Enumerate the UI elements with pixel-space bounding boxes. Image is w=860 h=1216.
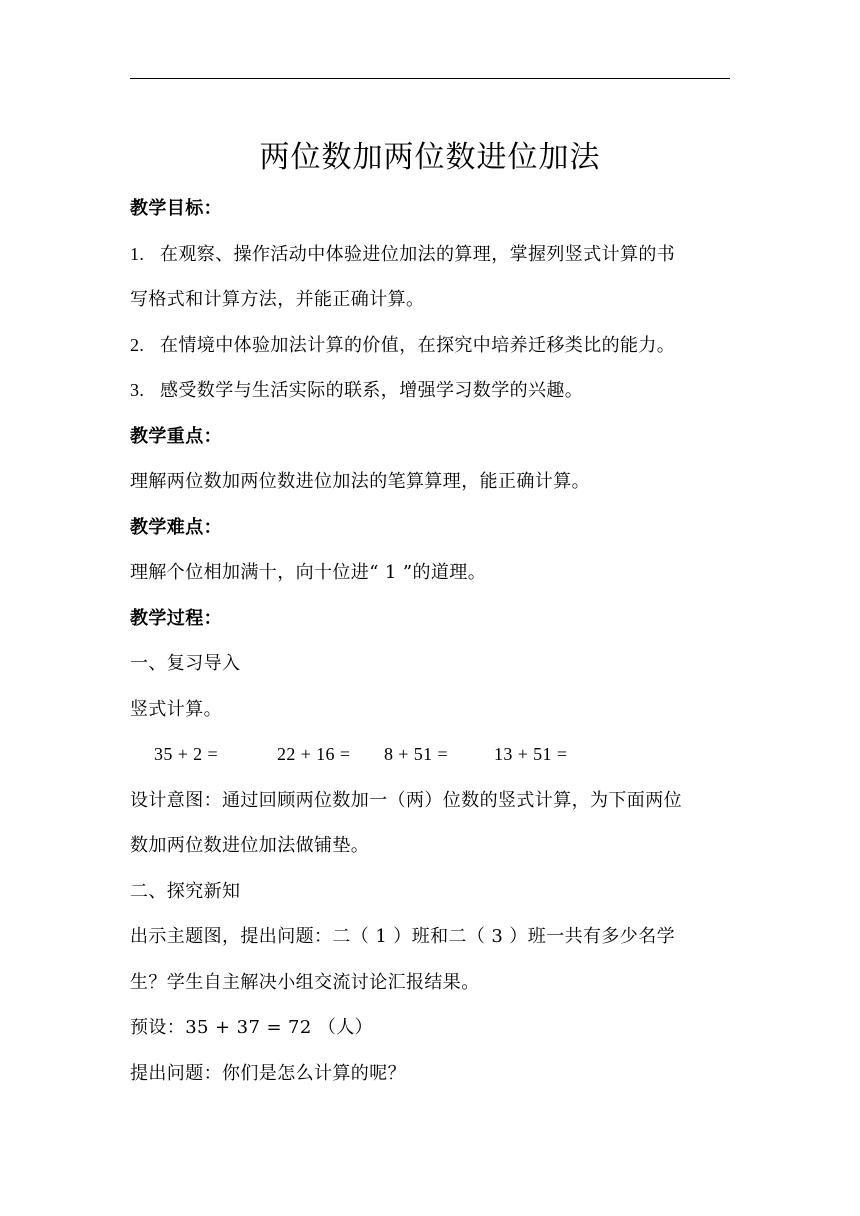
goal-text: 在观察、操作活动中体验进位加法的算理，掌握列竖式计算的书 [160, 243, 676, 265]
section-2-title: 二、探究新知 [130, 880, 241, 902]
process-heading: 教学过程： [130, 607, 222, 629]
difficulty-text: 理解个位相加满十，向十位进“ 1 ”的道理。 [130, 562, 487, 583]
goal-item-2 [130, 323, 732, 369]
goal-number: 1. [130, 243, 145, 264]
goal-number: 2. [130, 334, 145, 355]
equation-row [130, 732, 732, 778]
goal-item-1-continuation: 写格式和计算方法，并能正确计算。 [130, 289, 425, 310]
followup-question: 提出问题：你们是怎么计算的呢？ [130, 1062, 406, 1084]
goals-heading: 教学目标： [130, 198, 222, 219]
goal-text: 感受数学与生活实际的联系，增强学习数学的兴趣。 [160, 380, 584, 401]
section-2-question: 出示主题图，提出问题：二（ 1 ）班和二（ 3 ）班一共有多少名学 [130, 926, 675, 947]
section-1-instruction: 竖式计算。 [130, 698, 222, 720]
goal-item-1 [130, 232, 732, 278]
equation: 22 + 16 = [277, 744, 351, 764]
design-intent: 设计意图：通过回顾两位数加一（两）位数的竖式计算，为下面两位 [130, 789, 682, 811]
key-point-heading: 教学重点： [130, 425, 222, 447]
document-title: 两位数加两位数进位加法 [259, 140, 601, 175]
difficulty-heading: 教学难点： [130, 516, 222, 538]
header-rule [130, 78, 730, 79]
equation: 8 + 51 = [384, 744, 449, 764]
document-body [130, 186, 732, 1096]
preset-answer: 预设：35 + 37 = 72 （人） [130, 1017, 374, 1038]
goal-text: 在情境中体验加法计算的价值，在探究中培养迁移类比的能力。 [160, 334, 676, 356]
section-2-question-continuation: 生？学生自主解决小组交流讨论汇报结果。 [130, 971, 480, 993]
design-intent-continuation: 数加两位数进位加法做铺垫。 [130, 835, 370, 856]
equation: 13 + 51 = [494, 744, 568, 764]
goal-item-3 [130, 368, 732, 414]
section-1-title: 一、复习导入 [130, 653, 241, 674]
equation: 35 + 2 = [154, 744, 219, 764]
key-point-text: 理解两位数加两位数进位加法的笔算算理，能正确计算。 [130, 471, 590, 492]
goal-number: 3. [130, 380, 145, 400]
